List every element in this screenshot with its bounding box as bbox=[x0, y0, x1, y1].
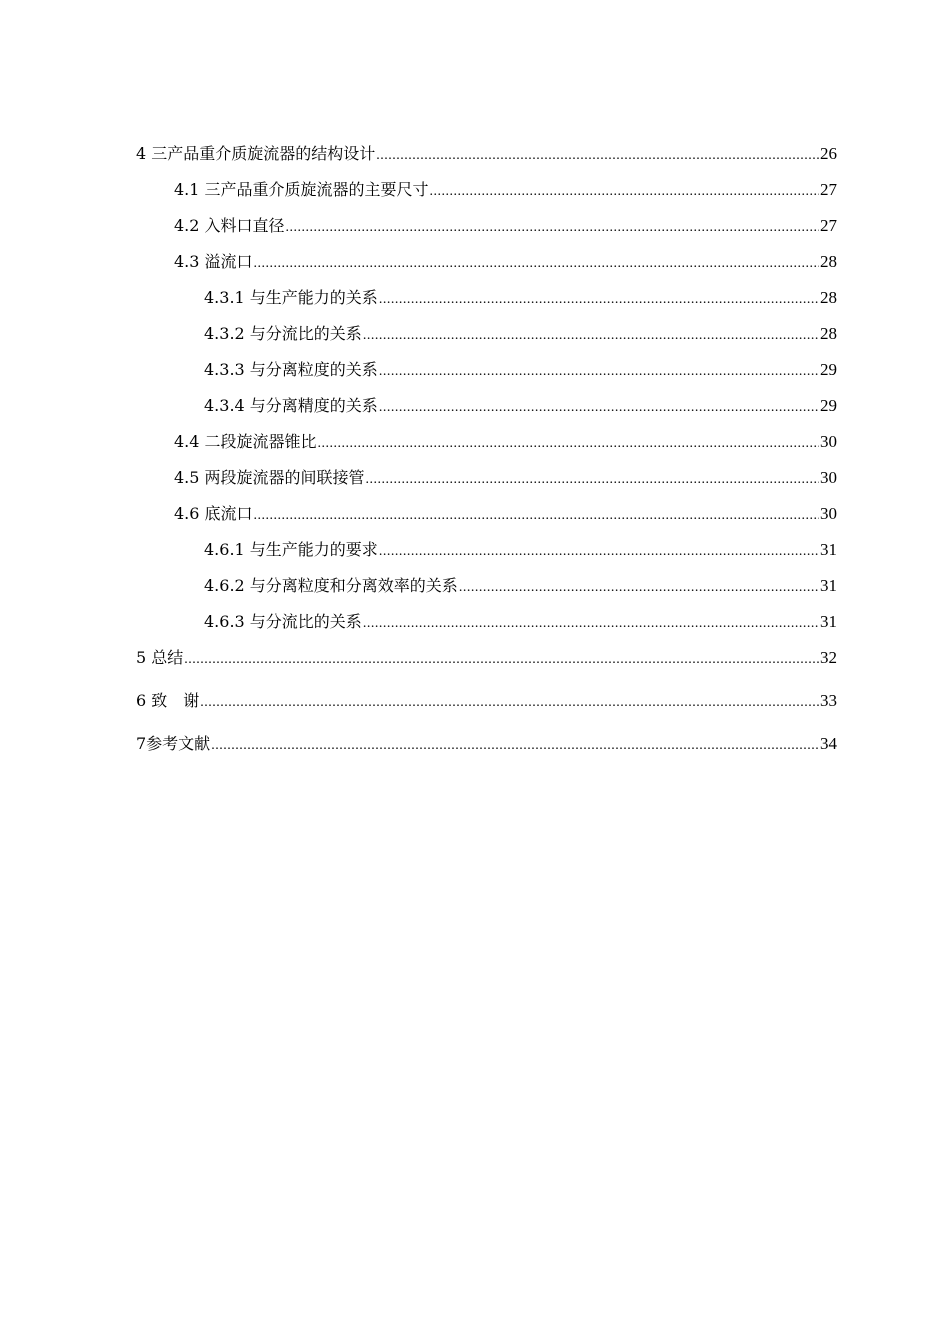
toc-dot-leader bbox=[318, 434, 819, 454]
toc-entry-label: 4.4 二段旋流器锥比 bbox=[174, 432, 317, 451]
toc-entry-label: 4.3.1 与生产能力的关系 bbox=[204, 288, 378, 307]
toc-dot-leader bbox=[363, 614, 819, 634]
toc-page-number: 31 bbox=[820, 540, 837, 559]
toc-page-number: 26 bbox=[820, 144, 837, 163]
toc-dot-leader bbox=[200, 693, 819, 713]
toc-entry[interactable] bbox=[136, 576, 837, 598]
toc-page-number: 31 bbox=[820, 612, 837, 631]
toc-page-number: 29 bbox=[820, 360, 837, 379]
toc-entry[interactable] bbox=[136, 324, 837, 346]
toc-dot-leader bbox=[379, 398, 819, 418]
toc-entry-label: 4.5 两段旋流器的间联接管 bbox=[174, 468, 365, 487]
toc-entry-label: 4.3 溢流口 bbox=[174, 252, 253, 271]
toc-entry-label: 4.6.1 与生产能力的要求 bbox=[204, 540, 378, 559]
toc-entry[interactable] bbox=[136, 504, 837, 526]
toc-page-number: 28 bbox=[820, 252, 837, 271]
toc-dot-leader bbox=[366, 470, 819, 490]
toc-entry[interactable] bbox=[136, 612, 837, 634]
toc-entry-label: 4.6.2 与分离粒度和分离效率的关系 bbox=[204, 576, 458, 595]
toc-entry[interactable] bbox=[136, 252, 837, 274]
toc-dot-leader bbox=[286, 218, 819, 238]
toc-entry[interactable] bbox=[136, 180, 837, 202]
table-of-contents bbox=[136, 140, 837, 756]
toc-page-number: 30 bbox=[820, 432, 837, 451]
toc-page-number: 34 bbox=[820, 734, 837, 753]
toc-entry-label: 4.3.2 与分流比的关系 bbox=[204, 324, 362, 343]
toc-entry[interactable] bbox=[136, 144, 837, 166]
toc-entry[interactable] bbox=[136, 396, 837, 418]
toc-entry-label: 5 总结 bbox=[136, 648, 184, 667]
toc-entry[interactable] bbox=[136, 691, 837, 713]
toc-entry-label: 4.3.3 与分离粒度的关系 bbox=[204, 360, 378, 379]
toc-dot-leader bbox=[459, 578, 819, 598]
toc-dot-leader bbox=[379, 542, 819, 562]
toc-entry-label: 4.6.3 与分流比的关系 bbox=[204, 612, 362, 631]
toc-page-number: 28 bbox=[820, 288, 837, 307]
toc-entry[interactable] bbox=[136, 540, 837, 562]
toc-entry[interactable] bbox=[136, 288, 837, 310]
toc-entry[interactable] bbox=[136, 432, 837, 454]
toc-entry-label: 4.1 三产品重介质旋流器的主要尺寸 bbox=[174, 180, 429, 199]
toc-entry-label: 4 三产品重介质旋流器的结构设计 bbox=[136, 144, 376, 163]
toc-dot-leader bbox=[254, 506, 819, 526]
toc-dot-leader bbox=[254, 254, 819, 274]
toc-entry-label: 4.2 入料口直径 bbox=[174, 216, 285, 235]
toc-entry[interactable] bbox=[136, 360, 837, 382]
toc-page-number: 31 bbox=[820, 576, 837, 595]
toc-dot-leader bbox=[184, 650, 819, 670]
toc-dot-leader bbox=[211, 736, 819, 756]
toc-page-number: 28 bbox=[820, 324, 837, 343]
toc-dot-leader bbox=[363, 326, 819, 346]
toc-entry-label: 4.3.4 与分离精度的关系 bbox=[204, 396, 378, 415]
toc-dot-leader bbox=[376, 146, 819, 166]
toc-entry[interactable] bbox=[136, 648, 837, 670]
toc-page-number: 30 bbox=[820, 504, 837, 523]
toc-page-number: 29 bbox=[820, 396, 837, 415]
toc-entry-label: 7参考文献 bbox=[136, 734, 211, 753]
toc-entry-label: 4.6 底流口 bbox=[174, 504, 253, 523]
toc-entry[interactable] bbox=[136, 734, 837, 756]
toc-page-number: 32 bbox=[820, 648, 837, 667]
toc-page-number: 27 bbox=[820, 180, 837, 199]
toc-dot-leader bbox=[379, 362, 819, 382]
toc-entry-label: 6 致 谢 bbox=[136, 691, 200, 710]
toc-dot-leader bbox=[430, 182, 819, 202]
toc-dot-leader bbox=[379, 290, 819, 310]
toc-page-number: 30 bbox=[820, 468, 837, 487]
toc-entry[interactable] bbox=[136, 468, 837, 490]
toc-entry[interactable] bbox=[136, 216, 837, 238]
toc-page-number: 33 bbox=[820, 691, 837, 710]
toc-page-number: 27 bbox=[820, 216, 837, 235]
